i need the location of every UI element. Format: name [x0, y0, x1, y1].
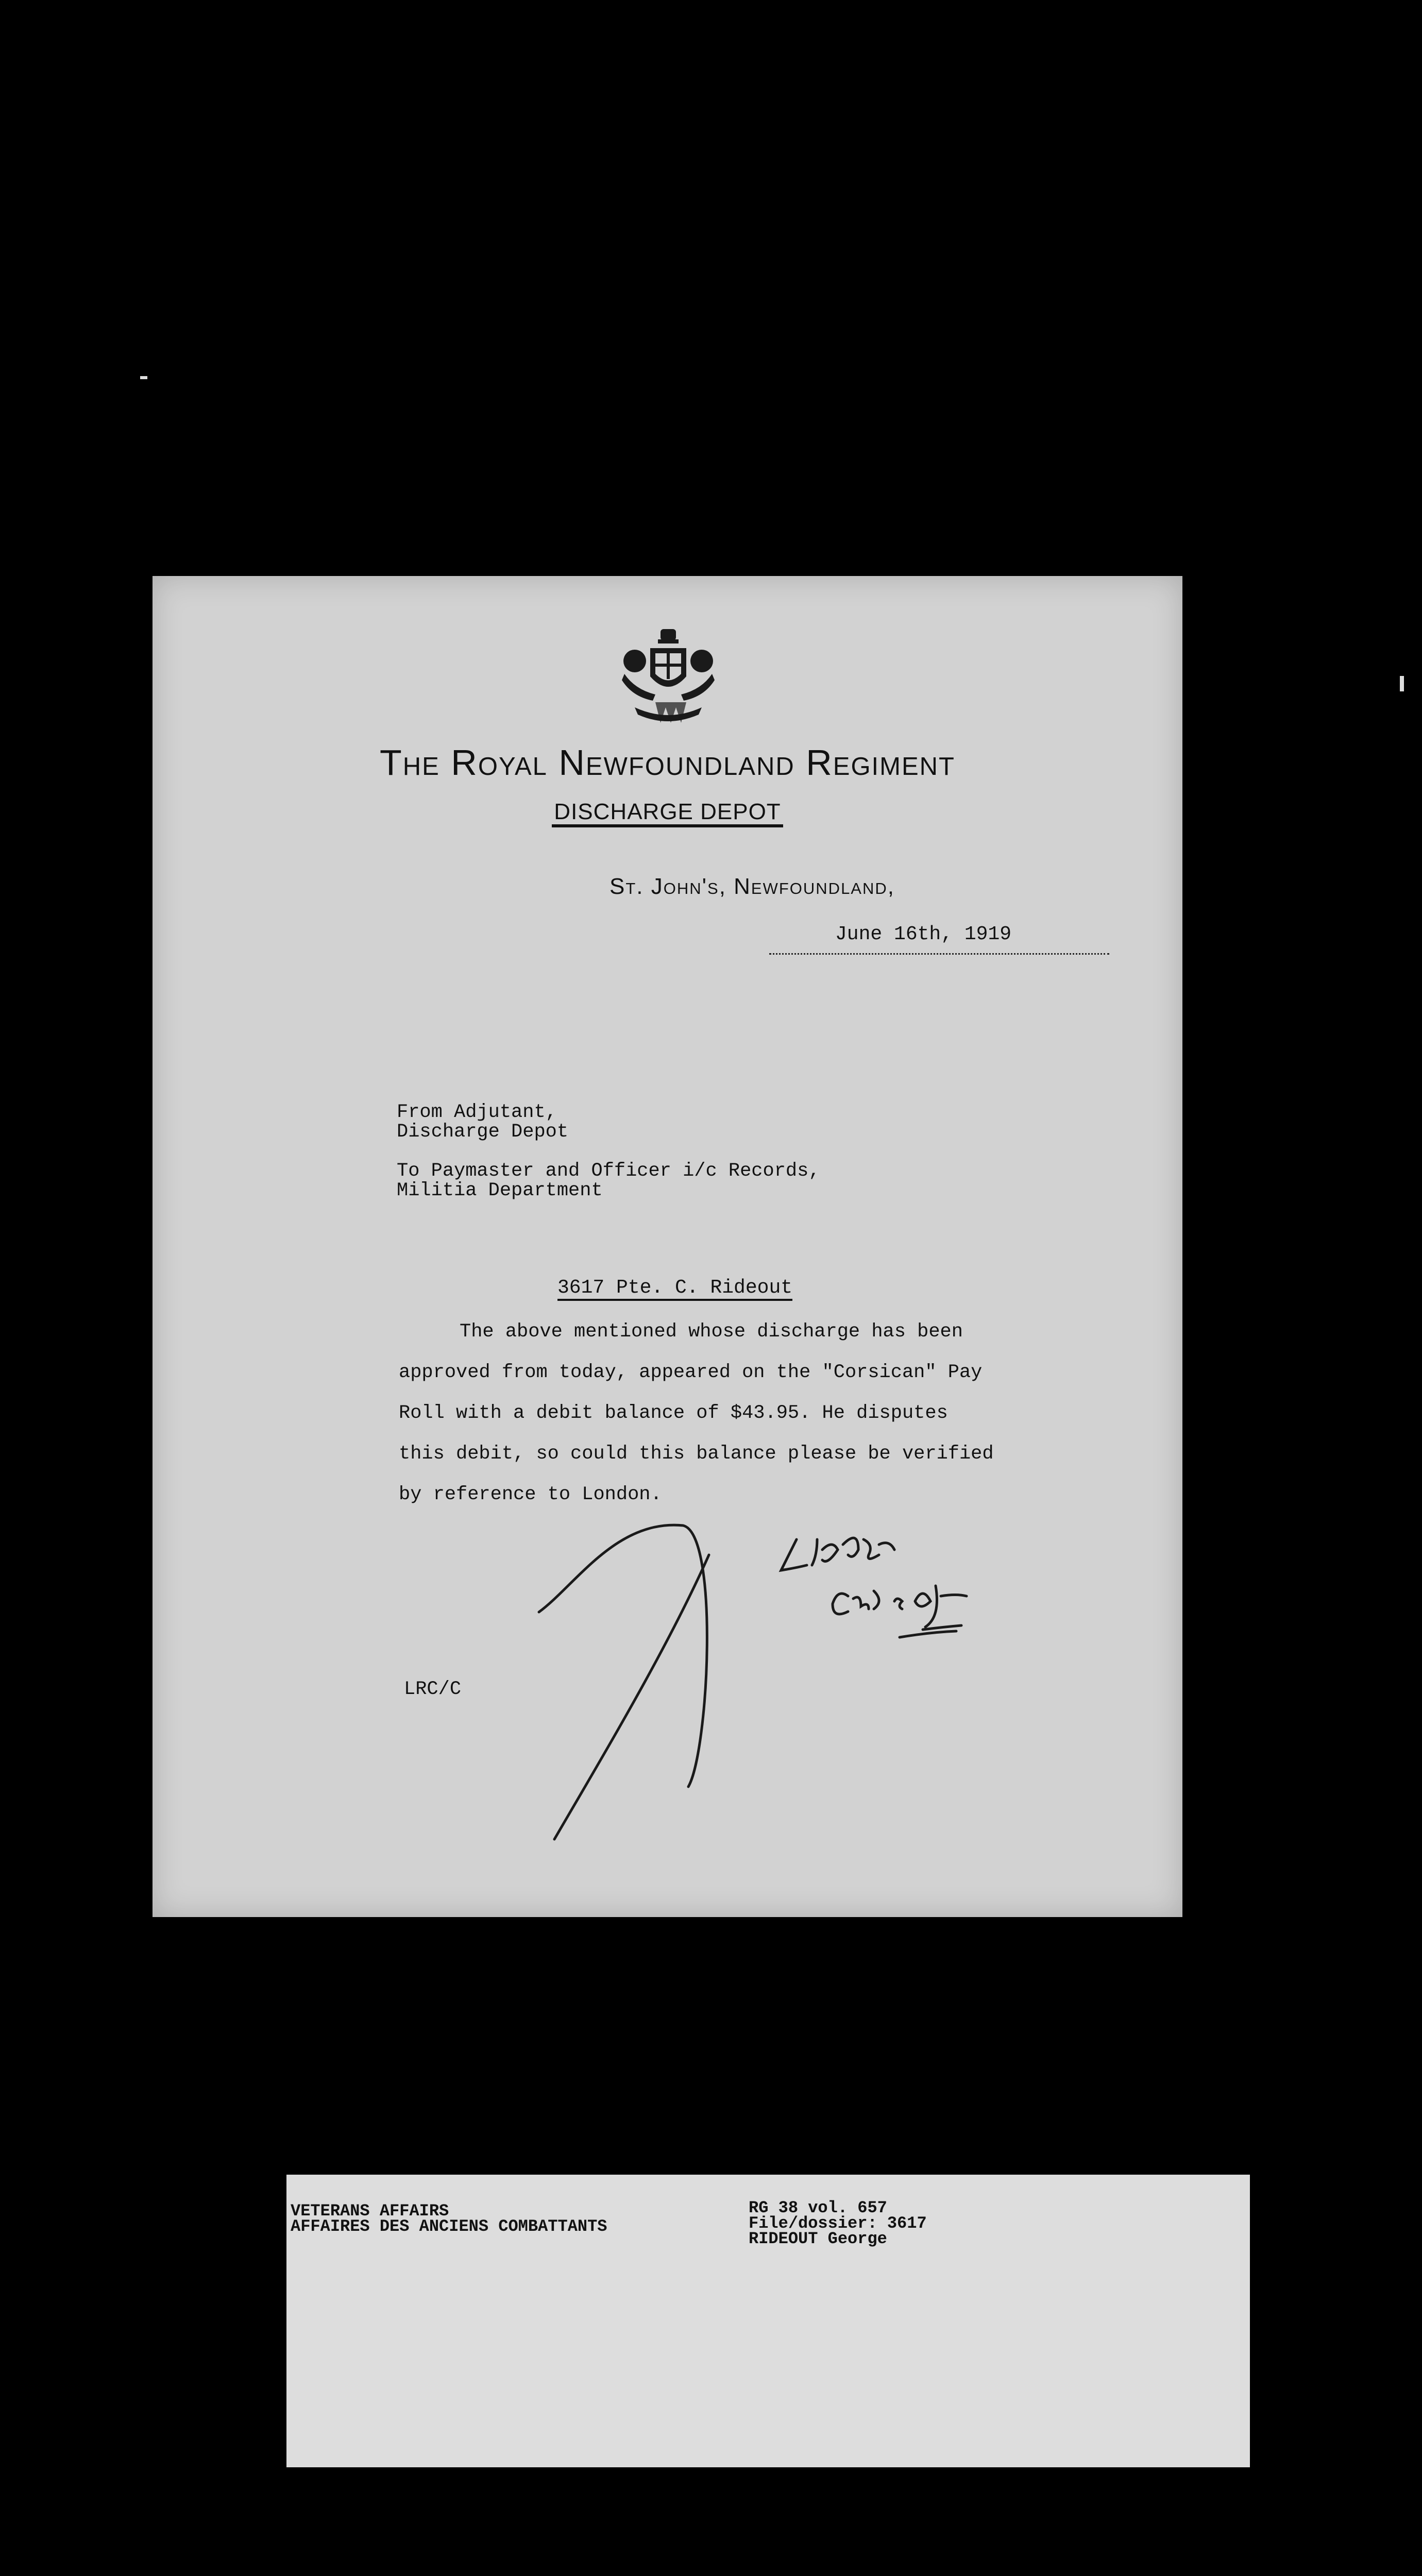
- body-line: this debit, so could this balance please be verified: [399, 1443, 994, 1465]
- letter-date: June 16th, 1919: [835, 923, 1012, 945]
- to-line-1: To Paymaster and Officer i/c Records,: [397, 1160, 820, 1182]
- body-line: Roll with a debit balance of $43.95. He disputes: [399, 1402, 948, 1424]
- handwritten-signature: [153, 576, 1182, 1917]
- archive-file-number: File/dossier: 3617: [749, 2214, 927, 2233]
- body-line: approved from today, appeared on the "Corsican" Pay: [399, 1362, 983, 1383]
- body-line: The above mentioned whose discharge has been: [460, 1321, 963, 1343]
- archive-agency-fr: AFFAIRES DES ANCIENS COMBATTANTS: [291, 2217, 607, 2236]
- letterhead-place: St. John's, Newfoundland,: [610, 874, 895, 899]
- archive-agency-en: VETERANS AFFAIRS: [291, 2201, 449, 2221]
- body-line: by reference to London.: [399, 1484, 662, 1505]
- archive-subject-name: RIDEOUT George: [749, 2229, 887, 2248]
- regiment-title: The Royal Newfoundland Regiment: [380, 742, 955, 783]
- depot-subtitle: DISCHARGE DEPOT: [153, 799, 1182, 825]
- letter-sheet: [153, 576, 1182, 1917]
- from-line-1: From Adjutant,: [397, 1101, 557, 1123]
- archive-label: [286, 2175, 1250, 2467]
- scan-speck: [140, 376, 147, 379]
- to-line-2: Militia Department: [397, 1180, 603, 1201]
- subject-line: 3617 Pte. C. Rideout: [557, 1277, 792, 1299]
- from-line-2: Discharge Depot: [397, 1121, 569, 1143]
- archive-volume: RG 38 vol. 657: [749, 2198, 887, 2217]
- reference-initials: LRC/C: [404, 1679, 462, 1700]
- scan-speck: [1400, 676, 1404, 691]
